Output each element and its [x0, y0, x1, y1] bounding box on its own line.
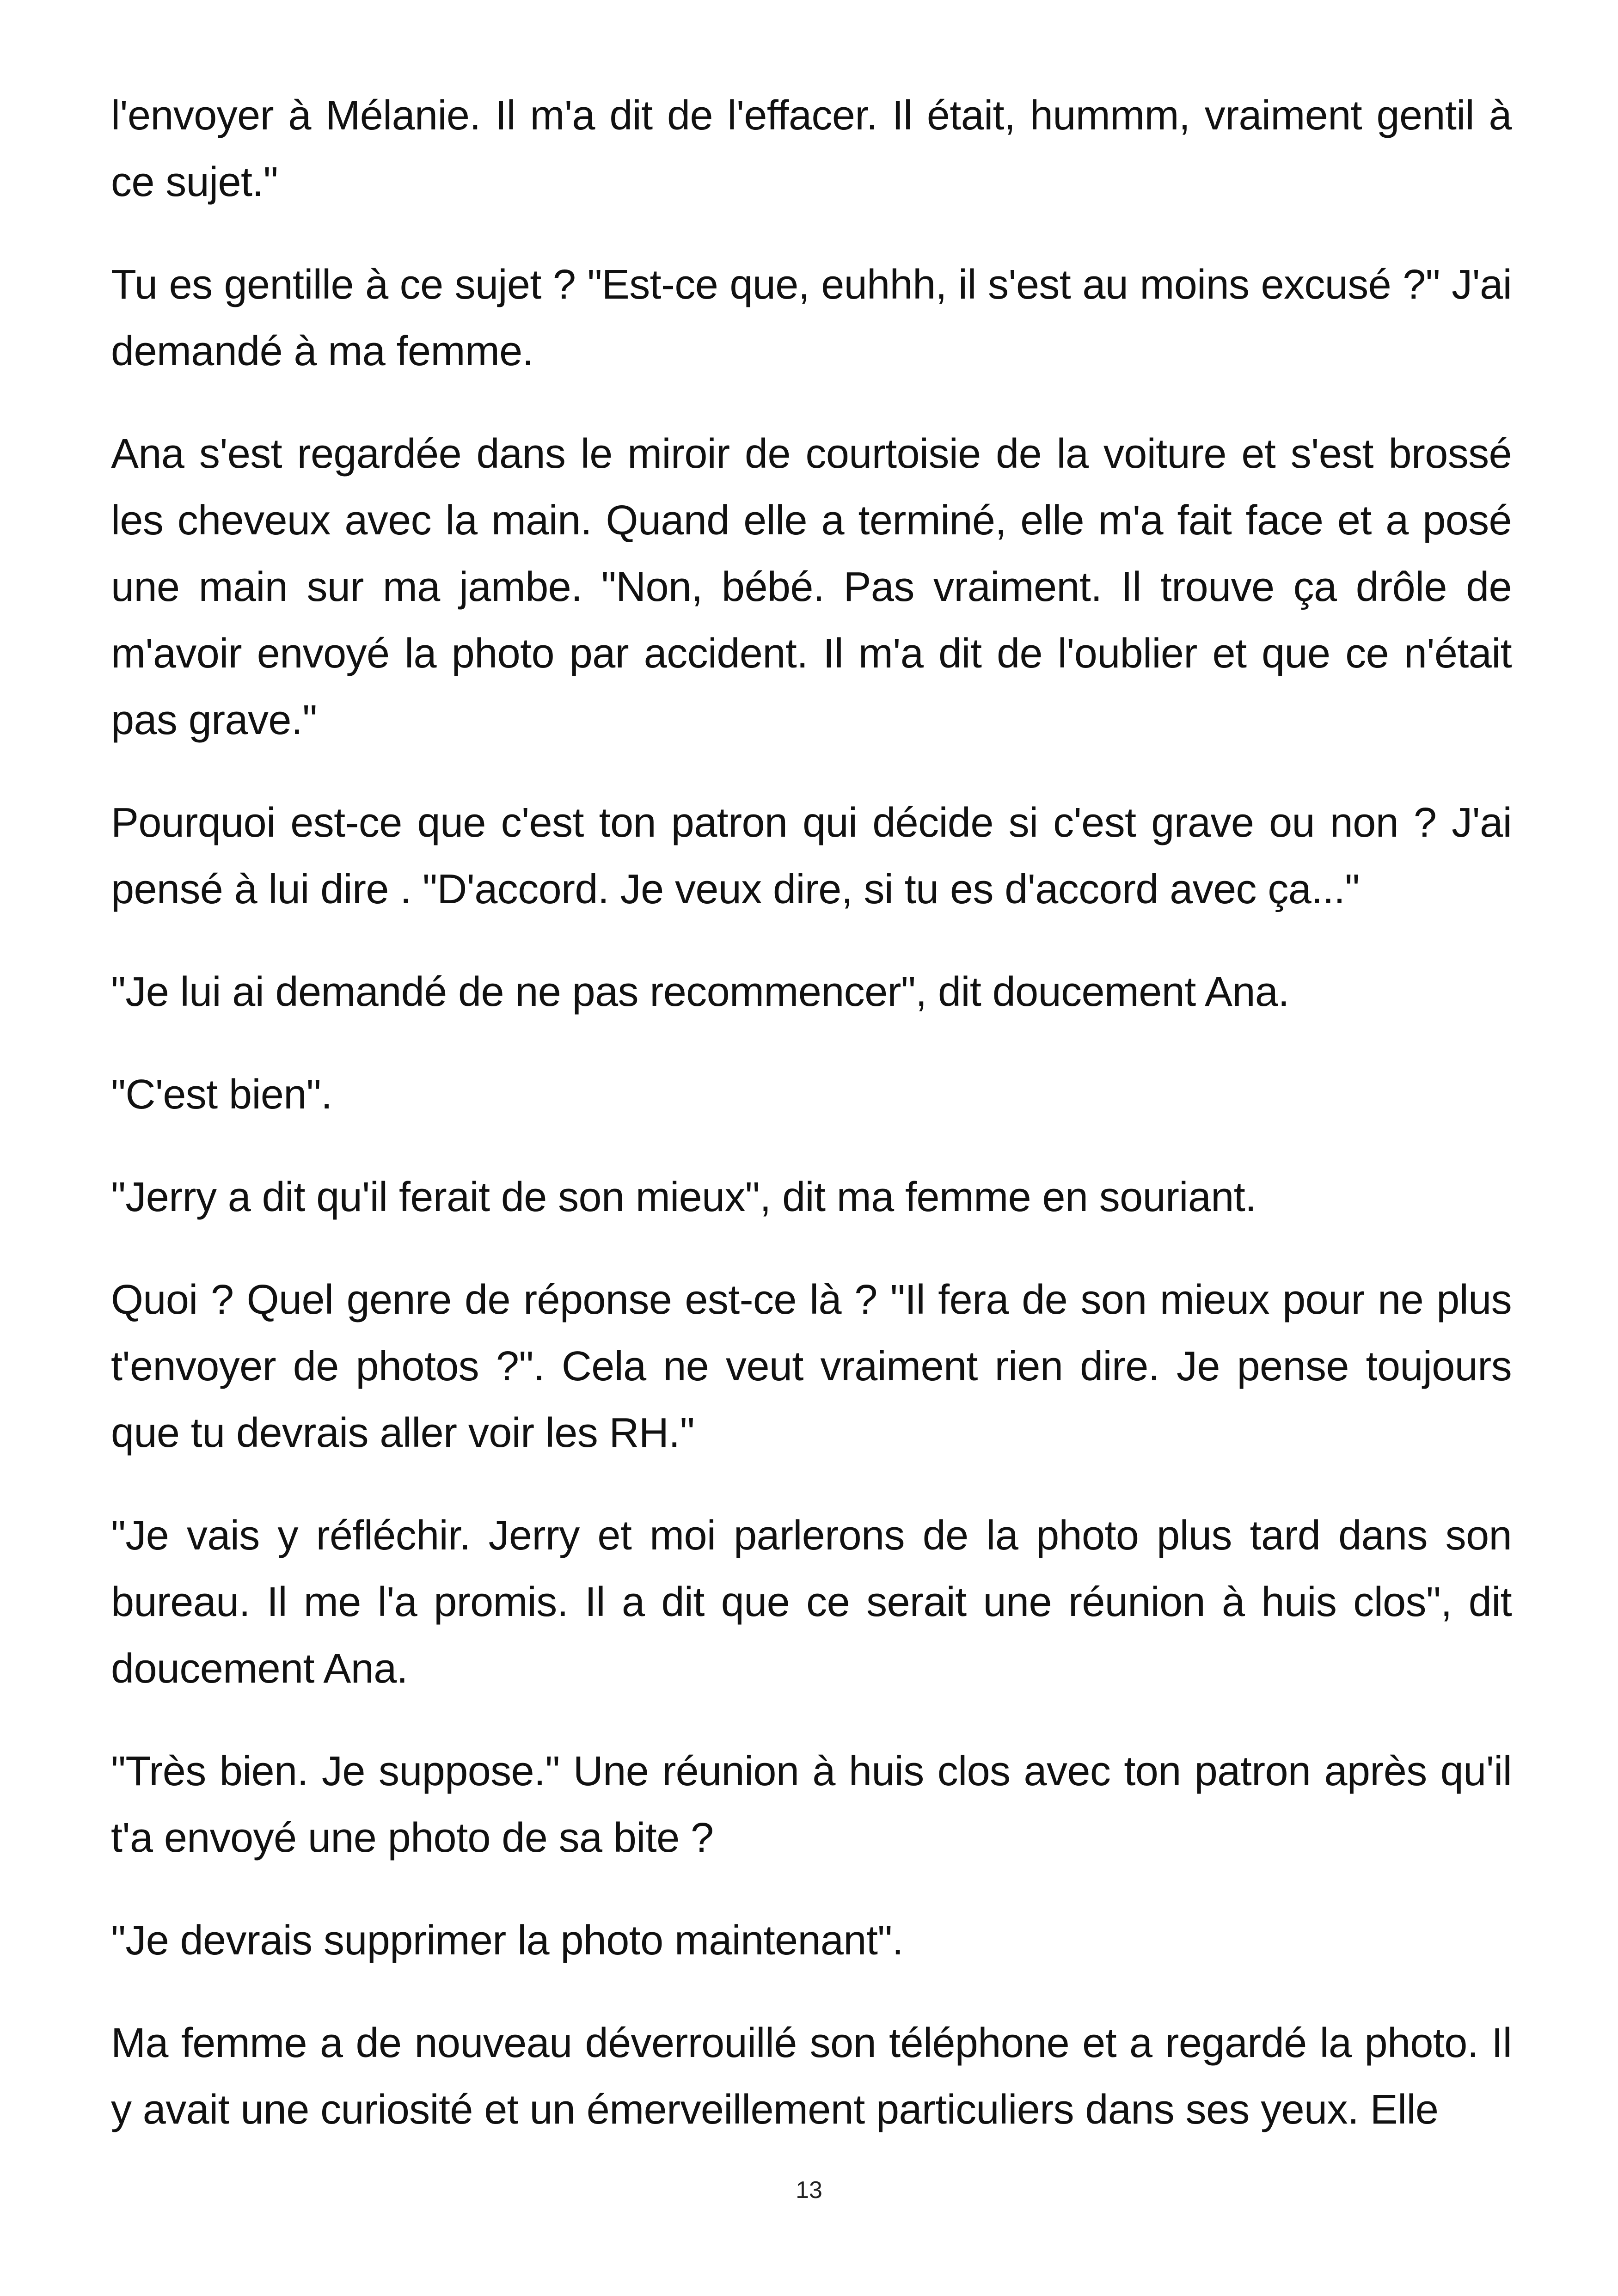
- paragraph: Pourquoi est-ce que c'est ton patron qui décide si c'est grave ou non ? J'ai pensé à lui dire . "D'accord. Je veux dire, si tu es d'accord avec ça...": [111, 800, 1512, 912]
- page-number: 13: [796, 2177, 822, 2204]
- paragraph: Quoi ? Quel genre de réponse est-ce là ? "Il fera de son mieux pour ne plus t'envoyer de photos ?". Cela ne veut vraiment rien dire. Je pense toujours que tu devrais aller voir les RH.": [111, 1277, 1512, 1456]
- paragraph: "Je lui ai demandé de ne pas recommencer", dit doucement Ana.: [111, 969, 1289, 1015]
- paragraph: Ana s'est regardée dans le miroir de courtoisie de la voiture et s'est brossé les cheveux avec la main. Quand elle a terminé, elle m'a fait face et a posé une main sur ma jambe. "Non, bébé. Pas vraiment. Il trouve ça drôle de m'avoir envoyé la photo par accident. Il m'a dit de l'oublier et que ce n'était pas grave.": [111, 431, 1512, 743]
- paragraph: "Jerry a dit qu'il ferait de son mieux", dit ma femme en souriant.: [111, 1174, 1256, 1220]
- paragraph: "Très bien. Je suppose." Une réunion à huis clos avec ton patron après qu'il t'a envoyé une photo de sa bite ?: [111, 1748, 1512, 1861]
- paragraph: "Je devrais supprimer la photo maintenant".: [111, 1917, 903, 1964]
- paragraph: Tu es gentille à ce sujet ? "Est-ce que, euhhh, il s'est au moins excusé ?" J'ai demandé à ma femme.: [111, 262, 1512, 374]
- paragraph: "C'est bien".: [111, 1071, 332, 1118]
- paragraph: Ma femme a de nouveau déverrouillé son téléphone et a regardé la photo. Il y avait une curiosité et un émerveillement particuliers dans ses yeux. Elle: [111, 2020, 1512, 2133]
- page-body: [111, 82, 1512, 2179]
- paragraph: "Je vais y réfléchir. Jerry et moi parlerons de la photo plus tard dans son bureau. Il me l'a promis. Il a dit que ce serait une réunion à huis clos", dit doucement Ana.: [111, 1512, 1512, 1692]
- paragraph: l'envoyer à Mélanie. Il m'a dit de l'effacer. Il était, hummm, vraiment gentil à ce sujet.": [111, 92, 1512, 205]
